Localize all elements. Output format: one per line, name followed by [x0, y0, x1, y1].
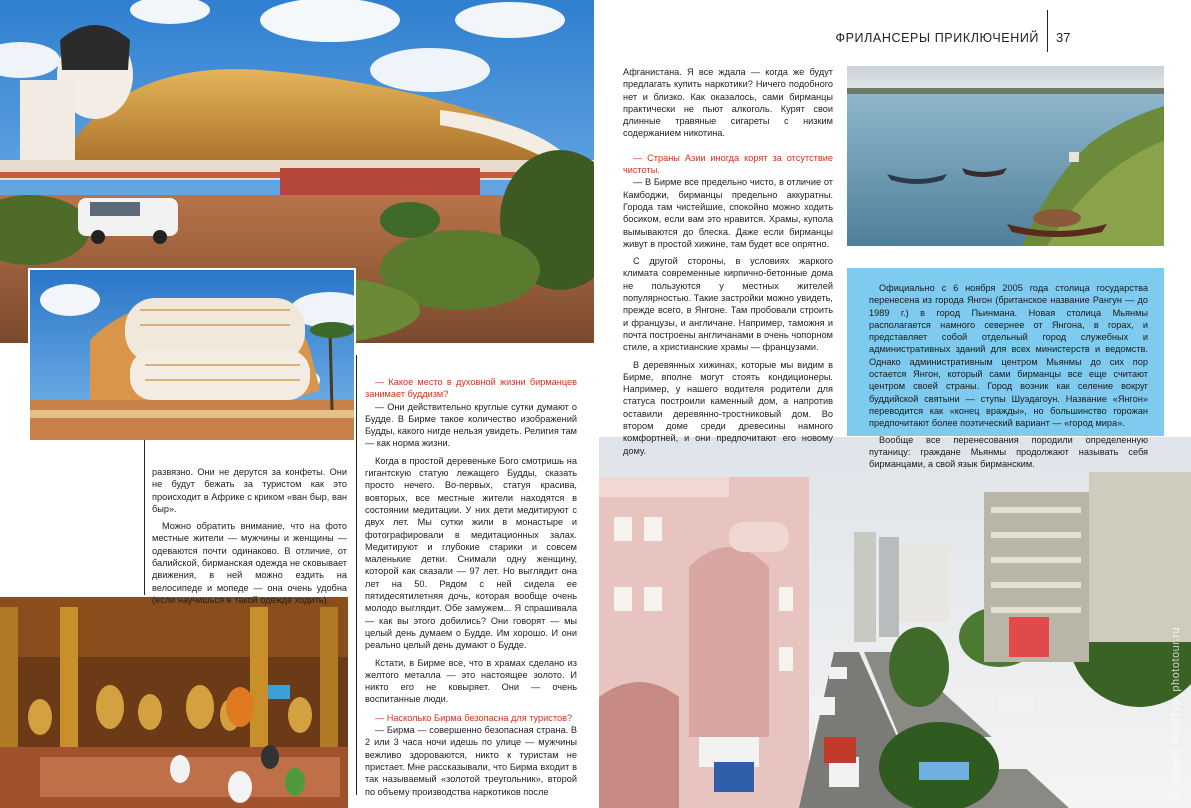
paragraph: Можно обратить внимание, что на фото местные жители — мужчины и женщины — одеваются почти одинаково. В отличие, от балийской, бирманская одежда не сковывает движения, в ней можно ездить на велосипеде и мопеде — она очень удобна (если научишься в такой одежде ходить). [152, 521, 347, 605]
temple-interior-photo [0, 597, 348, 808]
lake-boats-photo [847, 66, 1164, 246]
paragraph: развязно. Они не дерутся за конфеты. Они не будут бежать за туристом как это происходит в Африке с криком «ван быр, ван быр». [152, 467, 347, 514]
column-middle-rule [356, 355, 357, 795]
paragraph: — В Бирме все предельно чисто, в отличие от Камбоджи, бирманцы предельно аккуратны. Города там чистейшие, спокойно можно ходить босиком, если вам это нравится. Храмы, купола вымываются до блеска. Даже если бирманцы живут в простой хижине, там будет все опрятно. [623, 177, 833, 249]
column-middle [365, 376, 577, 798]
info-paragraph: Официально с 6 ноября 2005 года столица государства перенесена из города Янгон (британское название Рангун — до 1989 г.) в город Пьинмана. Новая столица Мьянмы располагается намного севернее от Янгона, в горах, и представляет собой отдельный город служебных и административных зданий для всех министерств и ведомств. Однако административным центром Мьянмы до сих пор остается Янгон, который сами бирманцы все еще считают центром своей страны. Город возник как селение вокруг буддийской святыни — ступы Шуэдагоун. Название «Янгон» переводится как «конец вражды», но большинство горожан предпочитают более поэтический вариант — «город мира». [869, 283, 1148, 429]
interview-question: — Насколько Бирма безопасна для туристов? [375, 712, 573, 723]
column-right [623, 66, 833, 457]
paragraph: — Они действительно круглые сутки думают о Будде. В Бирме такое количество изображений Будды, какого нигде нельзя увидеть. Религия там — как норма жизни. [365, 401, 577, 449]
paragraph: — Бирма — совершенно безопасная страна. В 2 или 3 часа ночи идешь по улице — мужчины вежливо здороваются, никто к туристам не пристает. Мне рассказывали, что Бирма входит в так называемый «золотой треугольник», второй по объему производства наркотиков после [365, 725, 577, 797]
paragraph: Когда в простой деревеньке Бого смотришь на гигантскую статую лежащего Будды, сказать просто нечего. Во-первых, статуя красива, вовторых, все местные жители находятся в состоянии медитации. У них дети медитируют с двух лет. Мы сутки жили в монастыре и фотографировали в медитационных залах. Медитируют и глубокие старики и совсем маленькие детки. Снимали одну женщину, которой как сказали — 97 лет. Но выглядит она лет на 50. Рядом с ней сидела ее пятидесятилетняя дочь, которая вообще очень молодо выглядит. Обе замужем... Я спрашивала — как вы этого добились? Они говорят — мы целый день думаем о Будде. Им хорошо. И они реально целый день думают о Будде. [365, 455, 577, 651]
buddha-feet-photo [28, 268, 356, 442]
interview-question: — Страны Азии иногда корят за отсутствие чистоты. [623, 152, 833, 176]
info-paragraph: Вообще все перенесования породили определенную путаницу: граждане Мьянмы продолжают называть себя бирманцами, а свой язык бирманским. [869, 434, 1148, 470]
header-divider [1047, 10, 1048, 52]
info-box [847, 268, 1164, 470]
page-number: 37 [1056, 30, 1071, 45]
paragraph: Афганистана. Я все ждала — когда же будут предлагать купить наркотики? Ничего подобного нет и близко. Как оказалось, сами бирманцы практически не пьют алкоголь. Курят свои длинные травяные сигареты с низким содержанием никотина. [623, 67, 833, 139]
paragraph: В деревянных хижинах, которые мы видим в Бирме, вполне могут стоять кондиционеры. Например, у нашего водителя родители для статуса построили каменный дом, а напротив оставили деревянно-тростниковый дом. Во втором доме среди древесины намного комфортней, и они предпочитают его новому дому. [623, 359, 833, 456]
section-title: ФРИЛАНСЕРЫ ПРИКЛЮЧЕНИЙ [835, 31, 1039, 45]
yangon-street-photo [599, 437, 1191, 808]
column-left [152, 466, 347, 606]
column-left-rule [144, 440, 145, 595]
interview-question: — Какое место в духовной жизни бирманцев занимает буддизм? [365, 377, 577, 400]
paragraph: Кстати, в Бирме все, что в храмах сделано из желтого металла — это настоящее золото. И никто его не ковыряет. Они — очень воспитанные люди. [365, 657, 577, 705]
photo-credit-watermark: © Проект ФотоТур, phototour.ru [1170, 626, 1182, 800]
paragraph: С другой стороны, в условиях жаркого климата современные кирпично-бетонные дома не пользуются у местных жителей популярностью. Такие застройки можно увидеть, прежде всего, в Янгоне. Там пробовали строить и французы, и англичане. Например, таможня и почта построены англичанами в очень чопорном стиле, а христианские храмы — французами. [623, 256, 833, 353]
